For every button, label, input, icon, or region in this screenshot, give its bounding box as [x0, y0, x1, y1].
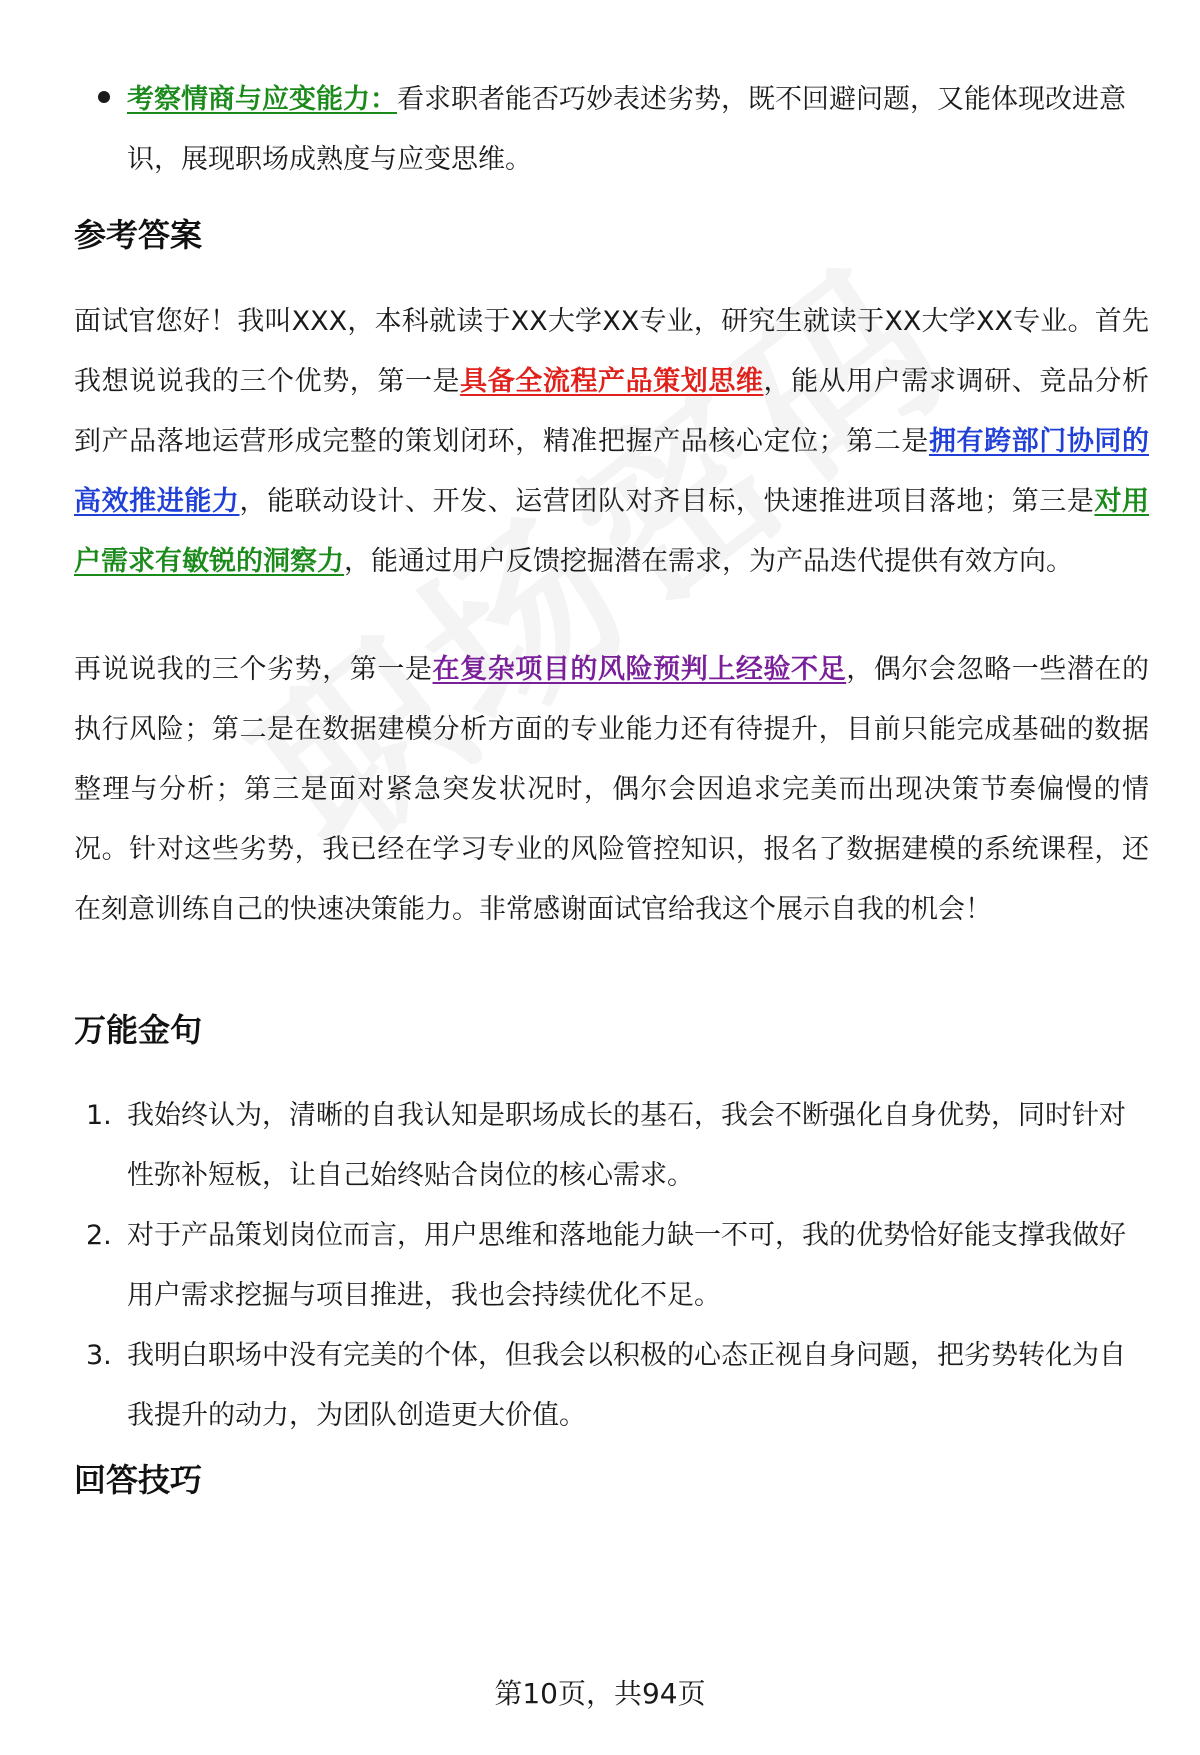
text-run: 面试官您好！我叫XXX，本科就读于XX大学XX专业，研究生就读于XX大学XX专业。首先我想说说我的三个优势，第一是 — [74, 306, 1149, 397]
bullet-keyword: 考察情商与应变能力： — [127, 84, 397, 115]
keyword-weakness-1: 在复杂项目的风险预判上经验不足 — [432, 654, 847, 685]
bullet-text: 看求职者能否巧妙表述劣势，既不回避问题，又能体现改进意识，展现职场成熟度与应变思维。 — [127, 84, 1126, 175]
text-run: 再说说我的三个劣势，第一是 — [74, 654, 433, 685]
bullet-dot-icon — [98, 91, 110, 103]
answer-paragraph-strengths — [74, 292, 1149, 592]
list-item — [74, 1086, 1149, 1206]
keyword-strength-3: 对用户需求有敏锐的洞察力 — [74, 486, 1150, 577]
list-item — [74, 1206, 1149, 1326]
section-heading-golden-sentences: 万能金句 — [74, 1011, 203, 1049]
text-run: ，偶尔会忽略一些潜在的执行风险；第二是在数据建模分析方面的专业能力还有待提升，目前只能完成基础的数据整理与分析；第三是面对紧急突发状况时，偶尔会因追求完美而出现决策节奏偏慢的情况。针对这些劣势，我已经在学习专业的风险管控知识，报名了数据建模的系统课程，还在刻意训练自己的快速决策能力。非常感谢面试官给我这个展示自我的机会！ — [74, 654, 1150, 925]
list-item-text: 我明白职场中没有完美的个体，但我会以积极的心态正视自身问题，把劣势转化为自我提升的动力，为团队创造更大价值。 — [127, 1340, 1126, 1431]
list-item — [74, 1326, 1149, 1446]
list-number: 3. — [86, 1340, 112, 1371]
page-number-footer: 第10页，共94页 — [494, 1677, 706, 1710]
intro-bullet-item — [127, 70, 1147, 190]
list-item-text: 对于产品策划岗位而言，用户思维和落地能力缺一不可，我的优势恰好能支撑我做好用户需求挖掘与项目推进，我也会持续优化不足。 — [127, 1220, 1126, 1311]
keyword-strength-1: 具备全流程产品策划思维 — [460, 366, 764, 397]
text-run: ，能从用户需求调研、竞品分析到产品落地运营形成完整的策划闭环，精准把握产品核心定位；第二是 — [74, 366, 1150, 457]
section-heading-reference-answer: 参考答案 — [74, 216, 203, 254]
golden-sentences-list — [74, 1086, 1149, 1446]
text-run: ，能联动设计、开发、运营团队对齐目标，快速推进项目落地；第三是 — [239, 486, 1095, 517]
section-heading-answer-tips: 回答技巧 — [74, 1461, 203, 1499]
text-run: ，能通过用户反馈挖掘潜在需求，为产品迭代提供有效方向。 — [344, 546, 1073, 577]
list-number: 1. — [86, 1100, 112, 1131]
keyword-strength-2: 拥有跨部门协同的高效推进能力 — [74, 426, 1150, 517]
answer-paragraph-weaknesses — [74, 640, 1149, 940]
list-item-text: 我始终认为，清晰的自我认知是职场成长的基石，我会不断强化自身优势，同时针对性弥补短板，让自己始终贴合岗位的核心需求。 — [127, 1100, 1126, 1191]
list-number: 2. — [86, 1220, 112, 1251]
